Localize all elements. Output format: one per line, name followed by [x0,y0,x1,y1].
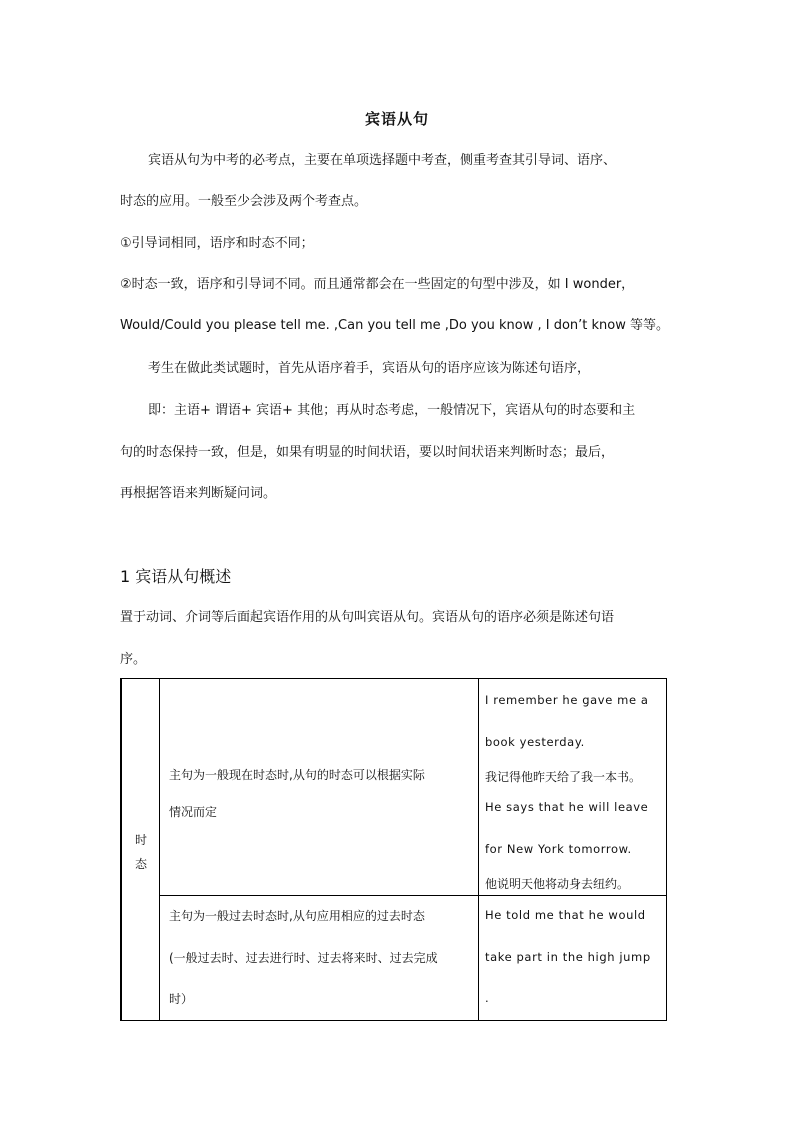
intro-line-1: 宾语从句为中考的必考点，主要在单项选择题中考查，侧重考查其引导词、语序、 [148,153,617,168]
row-1-rule-line-2: 情况而定 [169,805,218,819]
row-2-example-1-line-2: take part in the high jump [485,950,651,964]
document-title: 宾语从句 [364,110,429,128]
tense-table [120,678,667,1021]
advice-line-1: 考生在做此类试题时，首先从语序着手，宾语从句的语序应该为陈述句语序， [148,361,591,376]
row-1-rule-line-1: 主句为一般现在时态时,从句的时态可以根据实际 [169,768,425,782]
table-category-label-2: 态 [134,857,147,871]
row-1-example-1-line-2: book yesterday. [485,735,585,749]
advice-line-3: 句的时态保持一致，但是，如果有明显的时间状语，要以时间状语来判断时态；最后， [120,445,615,460]
intro-line-2: 时态的应用。一般至少会涉及两个考查点。 [120,194,368,209]
row-2-example-1-line-1: He told me that he would [485,908,646,922]
section-1-heading: 1 宾语从句概述 [120,567,232,586]
advice-line-4: 再根据答语来判断疑问词。 [120,486,277,501]
intro-point-1: ①引导词相同，语序和时态不同； [120,236,314,251]
section-1-desc-line-1: 置于动词、介词等后面起宾语作用的从句叫宾语从句。宾语从句的语序必须是陈述句语 [120,610,615,625]
row-2-rule-line-1: 主句为一般过去时态时,从句应用相应的过去时态 [169,909,425,923]
intro-point-2-line-2: Would/Could you please tell me. ,Can you tell me ,Do you know , I don’t know 等等。 [120,318,669,333]
row-2-rule-line-2: (一般过去时、过去进行时、过去将来时、过去完成 [169,951,438,965]
row-2-rule-line-3: 时） [169,992,194,1006]
row-1-example-1-line-1: I remember he gave me a [485,693,649,707]
table-row-divider [160,895,666,896]
row-1-example-2-line-1: He says that he will leave [485,800,649,814]
row-1-example-1-translation: 我记得他昨天给了我一本书。 [485,770,642,784]
table-divider-example [478,679,479,1020]
section-1-desc-line-2: 序。 [120,652,147,667]
row-1-example-2-translation: 他说明天他将动身去纽约。 [485,877,630,891]
row-1-example-2-line-2: for New York tomorrow. [485,842,632,856]
intro-point-2-line-1: ②时态一致，语序和引导词不同。而且通常都会在一些固定的句型中涉及，如 I wonder， [120,277,635,292]
row-2-example-1-line-3: . [485,991,490,1005]
advice-line-2: 即：主语+ 谓语+ 宾语+ 其他；再从时态考虑，一般情况下，宾语从句的时态要和主 [148,403,636,418]
table-category-label-1: 时 [134,833,147,847]
